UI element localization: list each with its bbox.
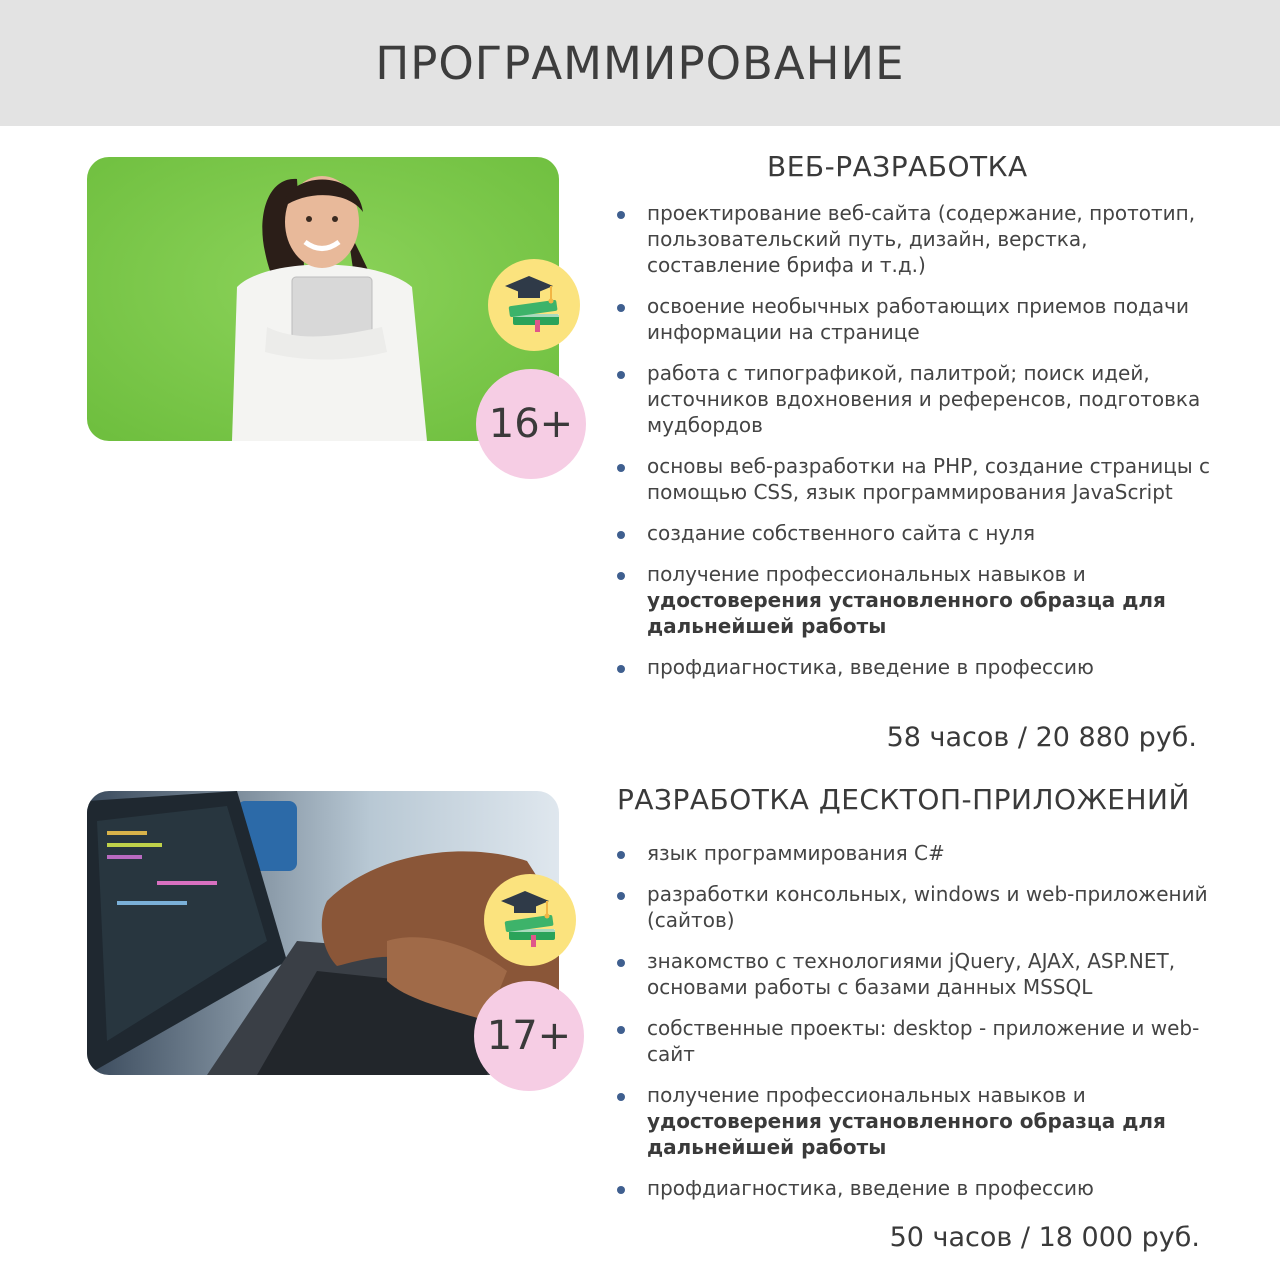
list-item: профдиагностика, введение в профессию (616, 1175, 1226, 1201)
list-item: разработки консольных, windows и web-приложений (сайтов) (616, 881, 1226, 933)
graduation-cap-books-icon (484, 874, 576, 966)
list-item-text: получение профессиональных навыков и (647, 562, 1086, 586)
list-item-text: получение профессиональных навыков и (647, 1083, 1086, 1107)
list-item: профдиагностика, введение в профессию (616, 654, 1226, 680)
list-item: освоение необычных работающих приемов подачи информации на странице (616, 293, 1226, 345)
list-item (616, 1082, 1226, 1160)
list-item: язык программирования C# (616, 840, 1226, 866)
course-title-desktop: РАЗРАБОТКА ДЕСКТОП-ПРИЛОЖЕНИЙ (617, 783, 1190, 816)
graduation-cap-books-icon (488, 259, 580, 351)
age-badge: 17+ (474, 981, 584, 1091)
list-item: работа с типографикой, палитрой; поиск идей, источников вдохновения и референсов, подготовка мудбордов (616, 360, 1226, 438)
list-item: создание собственного сайта с нуля (616, 520, 1226, 546)
list-item: собственные проекты: desktop - приложение и web-сайт (616, 1015, 1226, 1067)
list-item: проектирование веб-сайта (содержание, прототип, пользовательский путь, дизайн, верстка, составление брифа и т.д.) (616, 200, 1226, 278)
course-price-web: 58 часов / 20 880 руб. (886, 722, 1197, 753)
list-item-bold: удостоверения установленного образца для дальнейшей работы (647, 588, 1166, 638)
course-items-desktop (616, 840, 1226, 1216)
list-item-bold: удостоверения установленного образца для дальнейшей работы (647, 1109, 1166, 1159)
course-title-web: ВЕБ-РАЗРАБОТКА (767, 150, 1028, 183)
course-price-desktop: 50 часов / 18 000 руб. (889, 1222, 1200, 1253)
list-item (616, 561, 1226, 639)
page-header (0, 0, 1280, 126)
page-title: ПРОГРАММИРОВАНИЕ (375, 36, 905, 90)
course-items-web (616, 200, 1226, 695)
list-item: основы веб-разработки на PHP, создание страницы с помощью CSS, язык программирования JavaScript (616, 453, 1226, 505)
age-badge: 16+ (476, 369, 586, 479)
list-item: знакомство с технологиями jQuery, AJAX, ASP.NET, основами работы с базами данных MSSQL (616, 948, 1226, 1000)
